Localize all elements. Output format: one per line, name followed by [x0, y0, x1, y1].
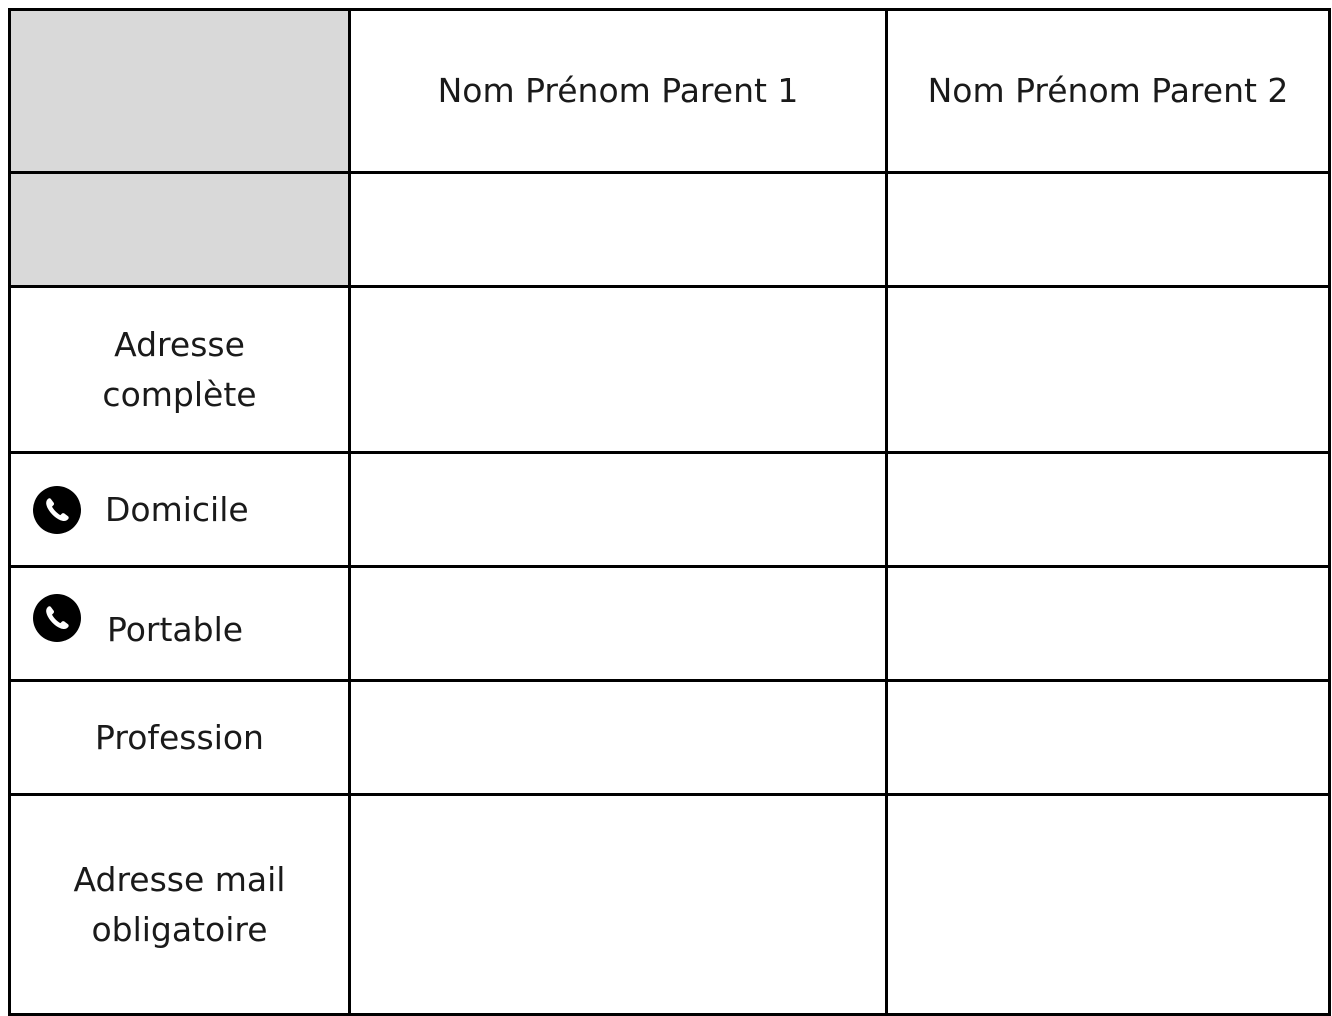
parent-1-field[interactable]: [350, 173, 887, 287]
parent-2-adresse-field[interactable]: [887, 287, 1330, 453]
table-row: [10, 287, 1330, 453]
parent-1-adresse-field[interactable]: [350, 287, 887, 453]
header-corner-cell: [10, 10, 350, 173]
parent-1-portable-field[interactable]: [350, 567, 887, 681]
row-label-adresse: [10, 287, 350, 453]
shaded-label-cell: [10, 173, 350, 287]
parent-2-profession-field[interactable]: [887, 681, 1330, 795]
table-row: [10, 453, 1330, 567]
row-label-line: Adresse: [114, 324, 245, 364]
parent-1-domicile-field[interactable]: [350, 453, 887, 567]
parent-2-portable-field[interactable]: [887, 567, 1330, 681]
parent-2-domicile-field[interactable]: [887, 453, 1330, 567]
parent-2-mail-field[interactable]: [887, 795, 1330, 1015]
table-row: [10, 681, 1330, 795]
phone-icon: [33, 486, 81, 534]
parent-1-mail-field[interactable]: [350, 795, 887, 1015]
header-parent-2: Nom Prénom Parent 2: [887, 10, 1330, 173]
row-label-portable: [10, 567, 350, 681]
row-label-line: obligatoire: [91, 909, 268, 949]
table-row: [10, 567, 1330, 681]
row-label-domicile: [10, 453, 350, 567]
parent-info-table: [8, 8, 1331, 1016]
row-label-line: Adresse mail: [73, 859, 286, 899]
row-label-text: Domicile: [105, 489, 249, 529]
row-label-line: complète: [102, 374, 257, 414]
row-label-profession: Profession: [10, 681, 350, 795]
header-row: [10, 10, 1330, 173]
table-row: [10, 795, 1330, 1015]
parent-1-profession-field[interactable]: [350, 681, 887, 795]
header-parent-1: Nom Prénom Parent 1: [350, 10, 887, 173]
parent-2-field[interactable]: [887, 173, 1330, 287]
phone-icon: [33, 594, 81, 642]
row-label-adresse-mail: [10, 795, 350, 1015]
row-label-text: Portable: [107, 609, 244, 649]
table-row: [10, 173, 1330, 287]
